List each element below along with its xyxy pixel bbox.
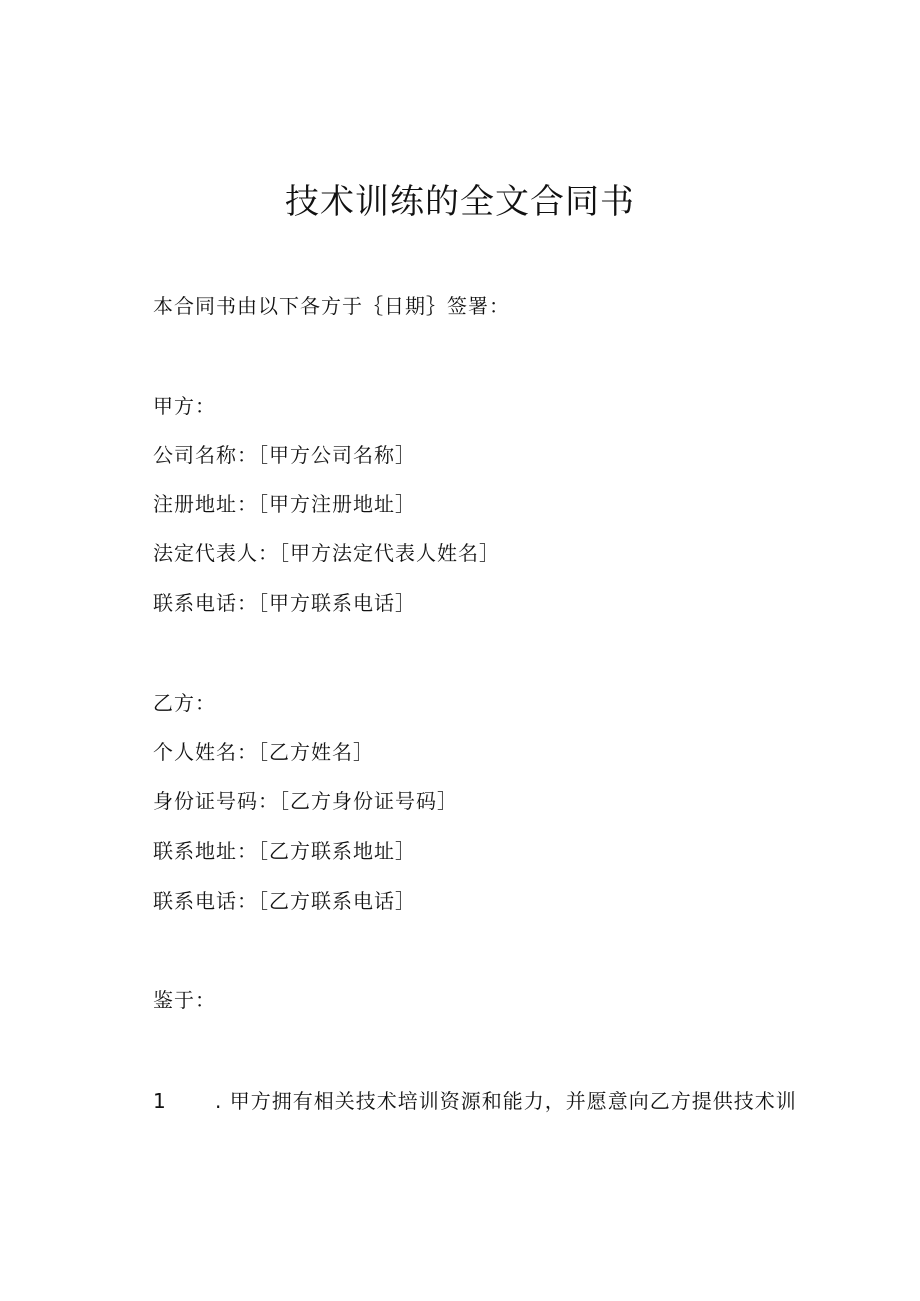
document-title: 技术训练的全文合同书 [285, 182, 635, 222]
whereas-item-text: . 甲方拥有相关技术培训资源和能力，并愿意向乙方提供技术训 [215, 1089, 797, 1113]
party-a-legal-representative: 法定代表人：［甲方法定代表人姓名］ [153, 541, 500, 565]
intro-line: 本合同书由以下各方于｛日期｝签署： [153, 294, 510, 318]
party-b-heading: 乙方： [153, 691, 216, 715]
party-a-registered-address: 注册地址：［甲方注册地址］ [153, 492, 416, 516]
party-a-heading: 甲方： [153, 394, 216, 418]
party-b-address: 联系地址：［乙方联系地址］ [153, 839, 416, 863]
party-a-company-name: 公司名称：［甲方公司名称］ [153, 443, 416, 467]
whereas-item-number: 1 [153, 1089, 166, 1113]
party-b-personal-name: 个人姓名：［乙方姓名］ [153, 740, 374, 764]
party-a-phone: 联系电话：［甲方联系电话］ [153, 591, 416, 615]
party-b-phone: 联系电话：［乙方联系电话］ [153, 889, 416, 913]
party-b-id-number: 身份证号码：［乙方身份证号码］ [153, 789, 458, 813]
whereas-heading: 鉴于： [153, 988, 216, 1012]
